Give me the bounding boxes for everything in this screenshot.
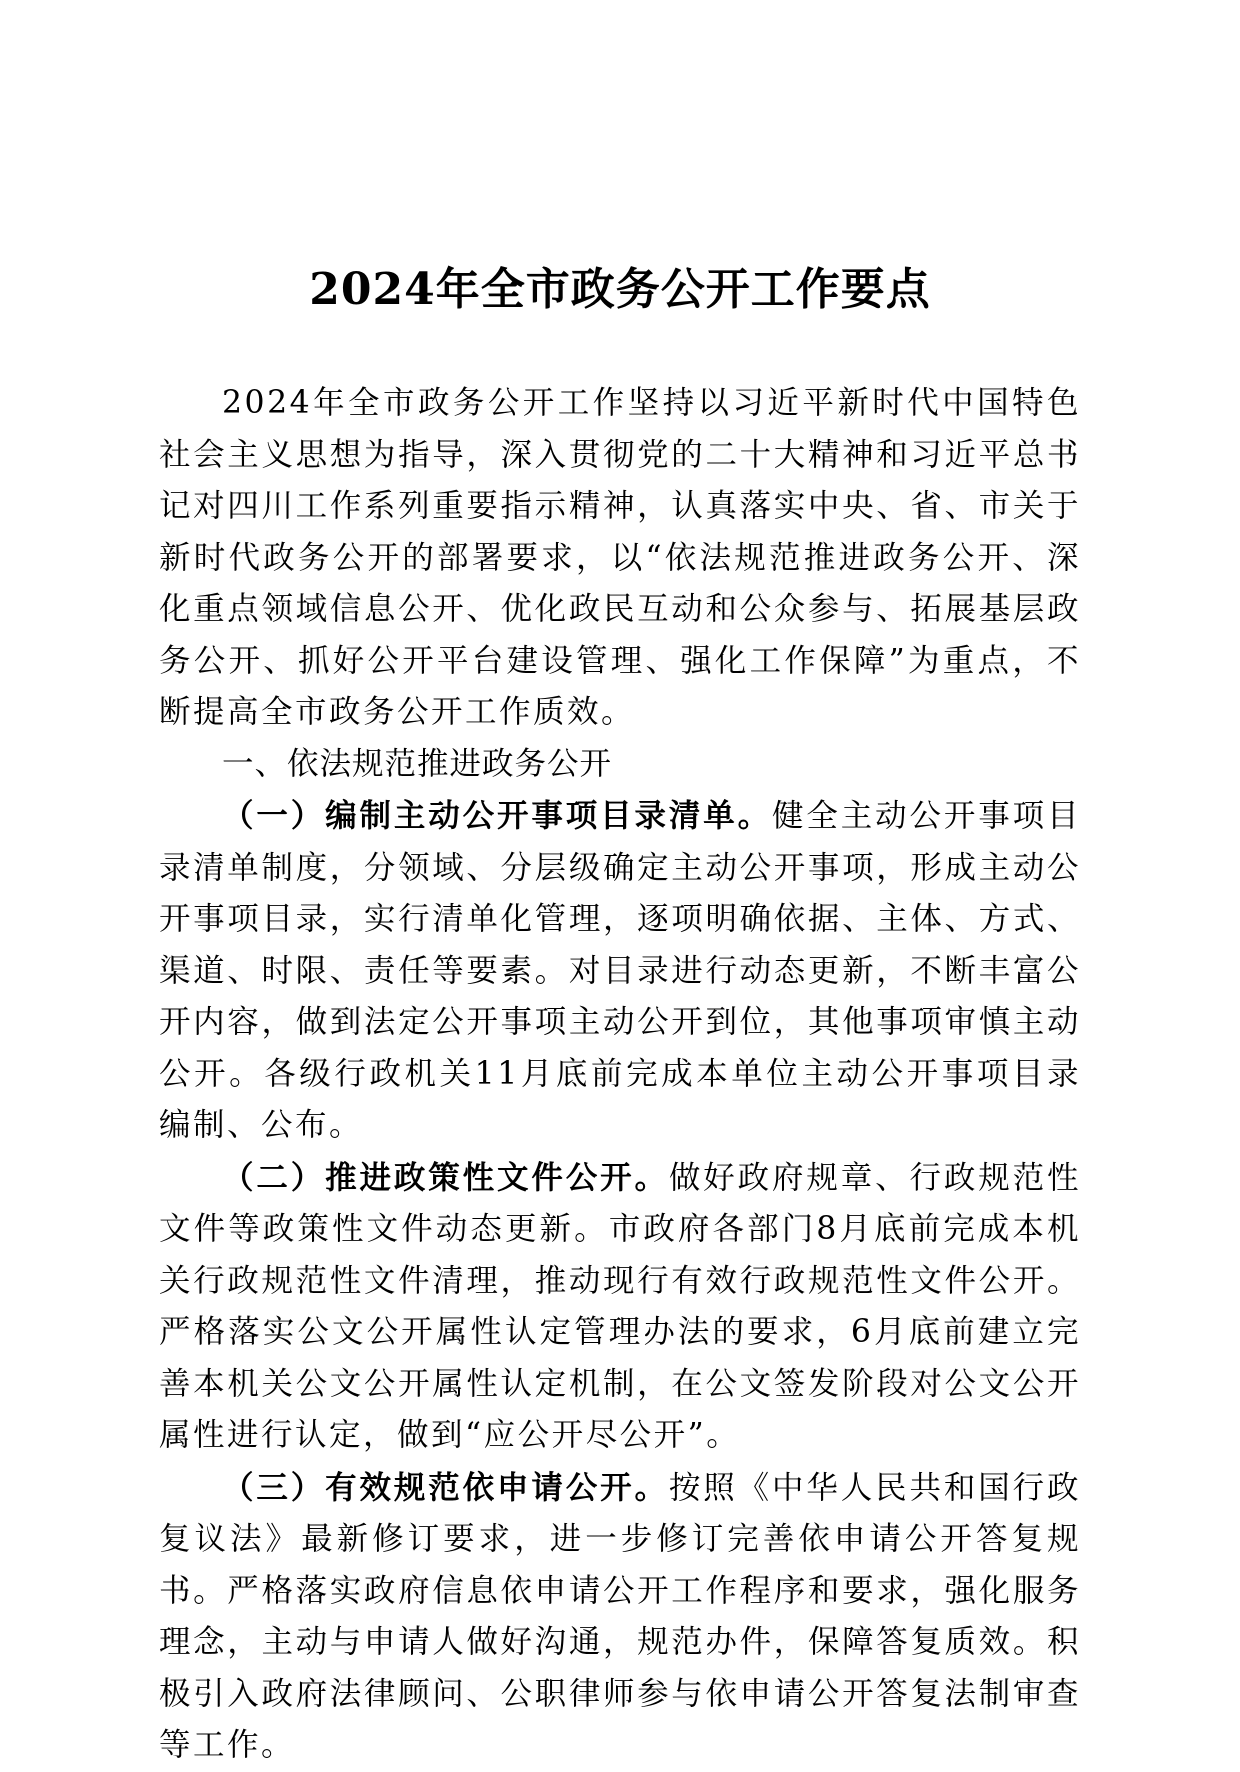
item-paragraph-1: [159, 790, 1081, 1152]
intro-paragraph: 2024年全市政务公开工作坚持以习近平新时代中国特色社会主义思想为指导，深入贯彻党的二十大精神和习近平总书记对四川工作系列重要指示精神，认真落实中央、省、市关于新时代政务公开的部署要求，以“依法规范推进政务公开、深化重点领域信息公开、优化政民互动和公众参与、拓展基层政务公开、抓好公开平台建设管理、强化工作保障”为重点，不断提高全市政务公开工作质效。: [159, 385, 1081, 730]
item-paragraph-3: [159, 1462, 1081, 1772]
item-heading-2: （二）推进政策性文件公开。: [222, 1158, 669, 1196]
item-body-2: 做好政府规章、行政规范性文件等政策性文件动态更新。市政府各部门8月底前完成本机关行政规范性文件清理，推动现行有效行政规范性文件公开。严格落实公文公开属性认定管理办法的要求，6月底前建立完善本机关公文公开属性认定机制，在公文签发阶段对公文公开属性进行认定，做到“应公开尽公开”。: [159, 1159, 1081, 1453]
document-body: [159, 378, 1081, 1772]
item-heading-1: （一）编制主动公开事项目录清单。: [222, 797, 772, 834]
item-paragraph-2: [159, 1152, 1081, 1462]
document-title: 2024年全市政务公开工作要点: [309, 264, 931, 315]
item-body-3: 按照《中华人民共和国行政复议法》最新修订要求，进一步修订完善依申请公开答复规书。严格落实政府信息依申请公开工作程序和要求，强化服务理念，主动与申请人做好沟通，规范办件，保障答复质效。积极引入政府法律顾问、公职律师参与依申请公开答复法制审查等工作。: [159, 1469, 1081, 1763]
item-body-1: 健全主动公开事项目录清单制度，分领域、分层级确定主动公开事项，形成主动公开事项目录，实行清单化管理，逐项明确依据、主体、方式、渠道、时限、责任等要素。对目录进行动态更新，不断丰富公开内容，做到法定公开事项主动公开到位，其他事项审慎主动公开。各级行政机关11月底前完成本单位主动公开事项目录编制、公布。: [159, 798, 1081, 1143]
item-heading-3: （三）有效规范依申请公开。: [222, 1468, 669, 1506]
section-heading-1: 一、依法规范推进政务公开: [222, 745, 613, 782]
